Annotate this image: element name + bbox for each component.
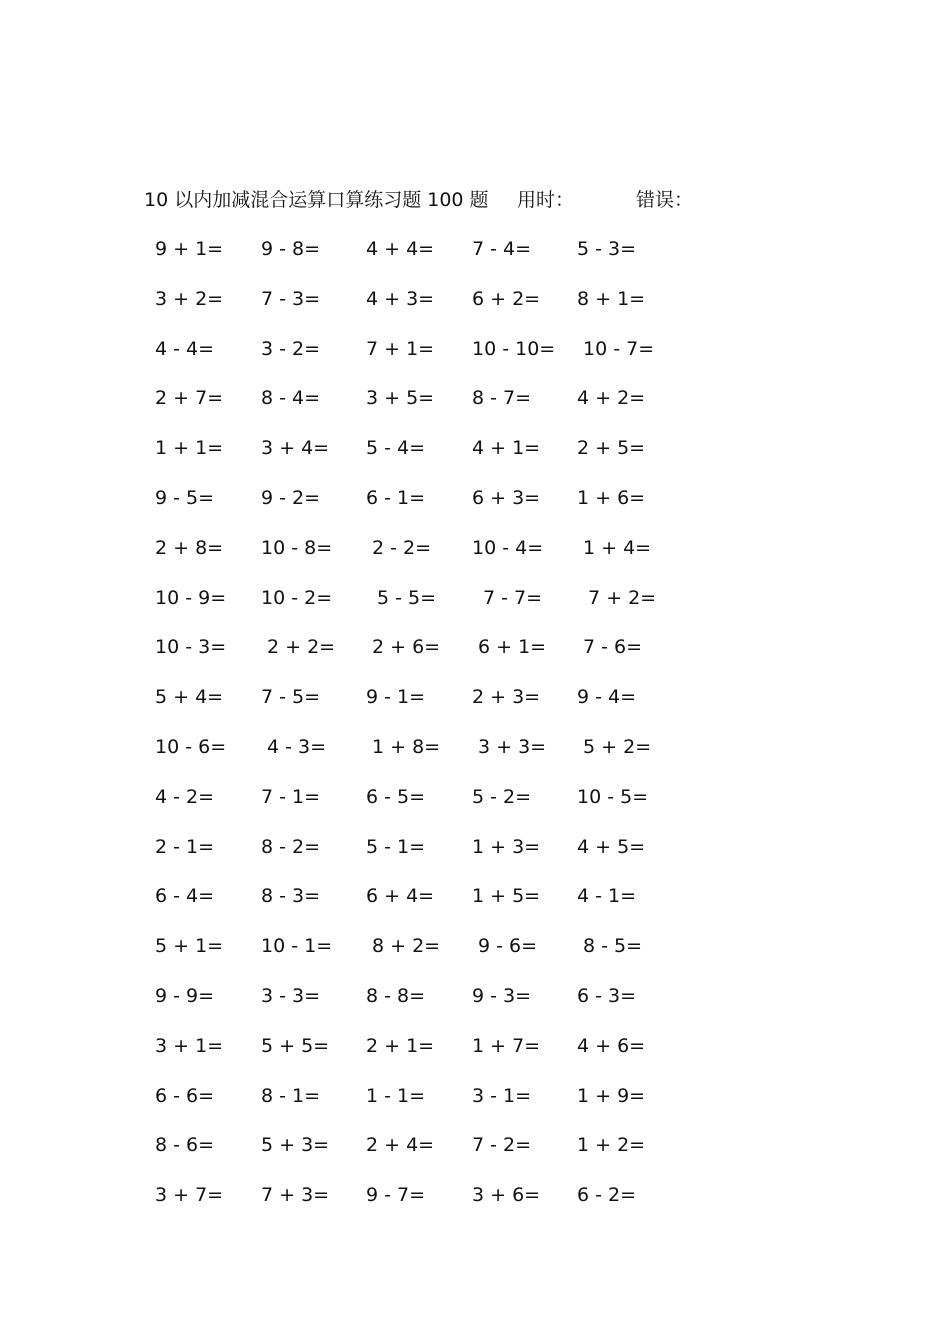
- problem-row: [150, 382, 710, 432]
- problem-item: 3 + 3=: [478, 735, 547, 758]
- problem-row: [150, 333, 710, 383]
- problem-row: [150, 880, 710, 930]
- problem-item: 1 + 5=: [472, 885, 541, 908]
- problem-item: 5 - 2=: [472, 785, 532, 808]
- problem-item: 2 - 2=: [372, 536, 432, 559]
- problem-row: [150, 831, 710, 881]
- time-used-label: 用时：: [517, 189, 575, 211]
- problem-item: 6 - 5=: [366, 785, 426, 808]
- problem-item: 4 + 1=: [472, 437, 541, 460]
- problem-item: 3 + 4=: [261, 437, 330, 460]
- problem-item: 2 + 1=: [366, 1034, 435, 1057]
- problem-item: 7 - 7=: [483, 586, 543, 609]
- problem-row: [150, 1129, 710, 1179]
- problem-item: 2 + 7=: [155, 387, 224, 410]
- problem-row: [150, 1030, 710, 1080]
- problem-item: 5 - 1=: [366, 835, 426, 858]
- problem-item: 4 - 3=: [267, 735, 327, 758]
- problem-item: 4 - 1=: [577, 885, 637, 908]
- problem-item: 9 - 7=: [366, 1184, 426, 1207]
- problem-item: 7 - 2=: [472, 1134, 532, 1157]
- problem-item: 10 - 1=: [261, 935, 333, 958]
- problem-item: 6 + 4=: [366, 885, 435, 908]
- problem-item: 3 + 5=: [366, 387, 435, 410]
- problem-item: 5 + 4=: [155, 686, 224, 709]
- problem-item: 3 + 7=: [155, 1184, 224, 1207]
- problem-item: 5 + 1=: [155, 935, 224, 958]
- problem-item: 7 - 4=: [472, 238, 532, 260]
- problem-item: 1 + 4=: [583, 536, 652, 559]
- problem-item: 2 + 6=: [372, 636, 441, 659]
- problem-item: 9 - 8=: [261, 238, 321, 260]
- problem-item: 10 - 2=: [261, 586, 333, 609]
- problem-item: 4 - 2=: [155, 785, 215, 808]
- problem-item: 7 - 3=: [261, 287, 321, 310]
- problem-item: 5 + 3=: [261, 1134, 330, 1157]
- problem-row: [150, 283, 710, 333]
- problem-item: 2 + 5=: [577, 437, 646, 460]
- problem-item: 4 + 3=: [366, 287, 435, 310]
- problem-item: 7 - 6=: [583, 636, 643, 659]
- problem-item: 1 + 9=: [577, 1084, 646, 1107]
- problem-row: [150, 980, 710, 1030]
- problem-item: 9 - 2=: [261, 486, 321, 509]
- problem-item: 8 - 1=: [261, 1084, 321, 1107]
- problem-row: [150, 233, 710, 283]
- problem-item: 7 + 2=: [588, 586, 657, 609]
- problem-item: 5 + 2=: [583, 735, 652, 758]
- problem-item: 2 + 3=: [472, 686, 541, 709]
- problem-item: 1 + 2=: [577, 1134, 646, 1157]
- problem-item: 1 + 1=: [155, 437, 224, 460]
- problem-item: 9 - 9=: [155, 984, 215, 1007]
- problem-item: 3 + 1=: [155, 1034, 224, 1057]
- problem-item: 9 - 5=: [155, 486, 215, 509]
- problem-row: [150, 1179, 710, 1229]
- errors-label: 错误：: [636, 189, 694, 211]
- problem-item: 6 + 1=: [478, 636, 547, 659]
- problem-item: 1 + 8=: [372, 735, 441, 758]
- problem-item: 8 + 2=: [372, 935, 441, 958]
- problem-item: 10 - 7=: [583, 337, 655, 360]
- problem-grid: [150, 233, 710, 1229]
- problem-item: 4 + 2=: [577, 387, 646, 410]
- problem-item: 9 - 6=: [478, 935, 538, 958]
- problem-item: 5 - 5=: [377, 586, 437, 609]
- problem-row: [150, 482, 710, 532]
- problem-item: 8 - 6=: [155, 1134, 215, 1157]
- problem-row: [150, 731, 710, 781]
- problem-item: 10 - 3=: [155, 636, 227, 659]
- problem-item: 3 - 2=: [261, 337, 321, 360]
- problem-item: 8 - 2=: [261, 835, 321, 858]
- problem-item: 7 - 1=: [261, 785, 321, 808]
- problem-item: 7 - 5=: [261, 686, 321, 709]
- problem-item: 9 - 4=: [577, 686, 637, 709]
- problem-item: 7 + 1=: [366, 337, 435, 360]
- problem-item: 8 - 4=: [261, 387, 321, 410]
- problem-item: 6 + 3=: [472, 486, 541, 509]
- problem-item: 10 - 9=: [155, 586, 227, 609]
- problem-item: 3 + 2=: [155, 287, 224, 310]
- problem-item: 6 - 1=: [366, 486, 426, 509]
- problem-row: [150, 582, 710, 632]
- problem-row: [150, 781, 710, 831]
- problem-item: 5 - 4=: [366, 437, 426, 460]
- worksheet-title: 10 以内加减混合运算口算练习题 100 题: [144, 189, 489, 211]
- problem-item: 6 - 2=: [577, 1184, 637, 1207]
- problem-item: 4 + 6=: [577, 1034, 646, 1057]
- problem-item: 9 + 1=: [155, 238, 224, 260]
- problem-item: 1 + 6=: [577, 486, 646, 509]
- problem-row: [150, 532, 710, 582]
- problem-item: 1 + 3=: [472, 835, 541, 858]
- problem-item: 10 - 8=: [261, 536, 333, 559]
- problem-item: 6 - 3=: [577, 984, 637, 1007]
- problem-item: 4 - 4=: [155, 337, 215, 360]
- problem-item: 10 - 10=: [472, 337, 556, 360]
- problem-item: 3 - 1=: [472, 1084, 532, 1107]
- problem-row: [150, 681, 710, 731]
- problem-item: 1 + 7=: [472, 1034, 541, 1057]
- problem-item: 4 + 5=: [577, 835, 646, 858]
- problem-item: 3 + 6=: [472, 1184, 541, 1207]
- problem-row: [150, 930, 710, 980]
- problem-row: [150, 631, 710, 681]
- problem-item: 2 + 8=: [155, 536, 224, 559]
- problem-item: 10 - 5=: [577, 785, 649, 808]
- problem-item: 8 - 8=: [366, 984, 426, 1007]
- problem-item: 5 - 3=: [577, 238, 637, 260]
- problem-item: 8 - 3=: [261, 885, 321, 908]
- problem-item: 1 - 1=: [366, 1084, 426, 1107]
- problem-item: 6 + 2=: [472, 287, 541, 310]
- problem-item: 8 + 1=: [577, 287, 646, 310]
- problem-item: 10 - 4=: [472, 536, 544, 559]
- problem-row: [150, 432, 710, 482]
- problem-item: 9 - 1=: [366, 686, 426, 709]
- problem-item: 2 - 1=: [155, 835, 215, 858]
- problem-item: 7 + 3=: [261, 1184, 330, 1207]
- problem-row: [150, 1080, 710, 1130]
- problem-item: 2 + 2=: [267, 636, 336, 659]
- problem-item: 10 - 6=: [155, 735, 227, 758]
- problem-item: 2 + 4=: [366, 1134, 435, 1157]
- problem-item: 3 - 3=: [261, 984, 321, 1007]
- problem-item: 5 + 5=: [261, 1034, 330, 1057]
- problem-item: 8 - 7=: [472, 387, 532, 410]
- problem-item: 6 - 4=: [155, 885, 215, 908]
- problem-item: 4 + 4=: [366, 238, 435, 260]
- problem-item: 6 - 6=: [155, 1084, 215, 1107]
- problem-item: 8 - 5=: [583, 935, 643, 958]
- problem-item: 9 - 3=: [472, 984, 532, 1007]
